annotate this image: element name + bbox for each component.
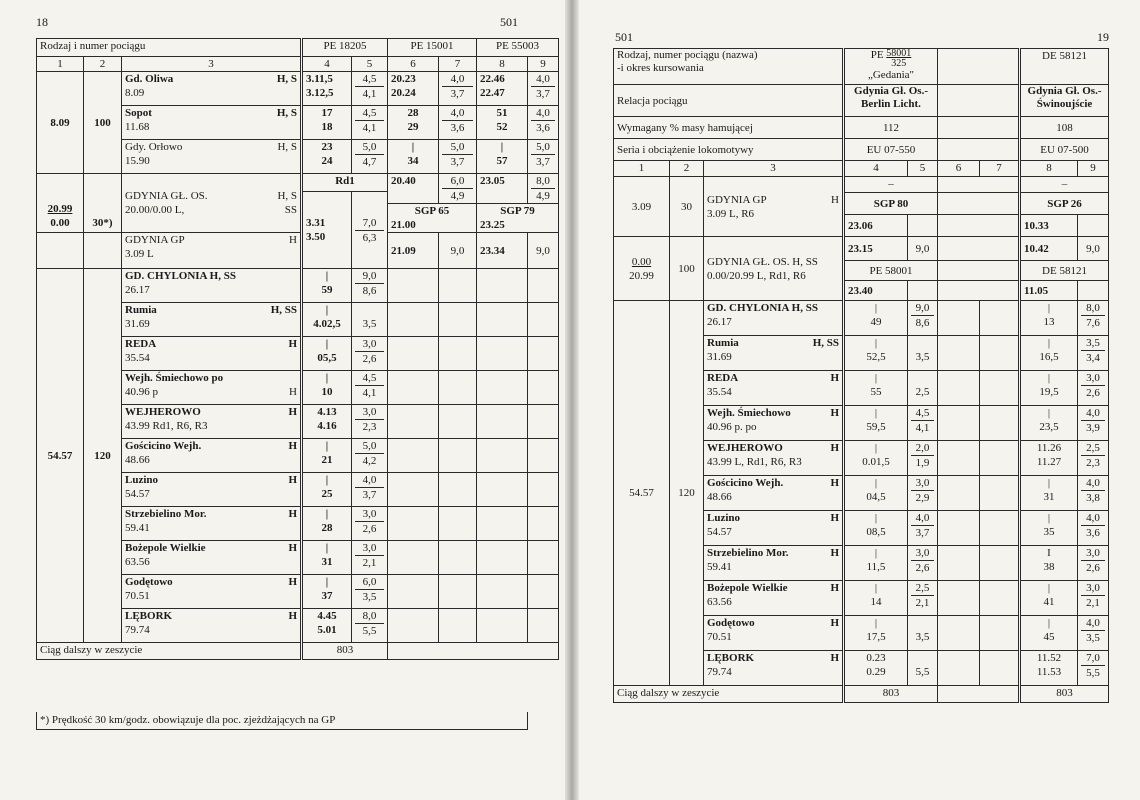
time-cell: | 57 bbox=[477, 140, 528, 174]
footer-label: Ciąg dalszy w zeszycie bbox=[37, 643, 302, 660]
col-number: 6 bbox=[388, 57, 439, 72]
time-cell: | 37 bbox=[302, 575, 352, 609]
speed-frac: 3,0 2,6 bbox=[908, 546, 938, 581]
train-header: DE 58121 bbox=[1020, 49, 1109, 85]
relation-empty bbox=[938, 85, 1020, 117]
station-cell: Strzebielino Mor. H 59.41 bbox=[122, 507, 302, 541]
empty-cell bbox=[528, 609, 559, 643]
empty-cell bbox=[938, 476, 980, 511]
empty-cell bbox=[938, 651, 980, 686]
empty-cell bbox=[439, 405, 477, 439]
empty-cell bbox=[980, 441, 1020, 476]
speed-frac: 9,0 8,6 bbox=[352, 269, 388, 303]
empty-cell bbox=[388, 371, 439, 405]
time-cell: 28 29 bbox=[388, 106, 439, 140]
footnote-box bbox=[36, 712, 528, 730]
empty-cell bbox=[439, 473, 477, 507]
empty-cell bbox=[439, 439, 477, 473]
empty-cell bbox=[439, 541, 477, 575]
col-number: 2 bbox=[84, 57, 122, 72]
brake-empty bbox=[938, 117, 1020, 139]
empty-cell bbox=[980, 581, 1020, 616]
speed-cell: 100 bbox=[84, 72, 122, 174]
col-number: 7 bbox=[980, 161, 1020, 177]
station-cell: Rumia H, SS 31.69 bbox=[704, 336, 844, 371]
left-timetable bbox=[36, 38, 559, 660]
time-cell: | 17,5 bbox=[844, 616, 908, 651]
station-cell: Godętowo H 70.51 bbox=[704, 616, 844, 651]
speed-frac: 4,5 4,1 bbox=[352, 106, 388, 140]
empty-cell bbox=[388, 609, 439, 643]
speed-frac: 4,5 4,1 bbox=[908, 406, 938, 441]
train-header: PE 55003 bbox=[477, 39, 559, 57]
time-cell: | 05,5 bbox=[302, 337, 352, 371]
time-cell: | 55 bbox=[844, 371, 908, 406]
speed-frac: 8,0 5,5 bbox=[352, 609, 388, 643]
col-number: 4 bbox=[302, 57, 352, 72]
train-header: PE 15001 bbox=[388, 39, 477, 57]
train-header: PE 18205 bbox=[302, 39, 388, 57]
time-cell: 11.26 11.27 bbox=[1020, 441, 1078, 476]
col-number: 1 bbox=[614, 161, 670, 177]
sgp-cell: SGP 80 bbox=[844, 193, 938, 215]
empty-cell bbox=[938, 406, 980, 441]
brake-value: 112 bbox=[844, 117, 938, 139]
station-dist: 8.09 bbox=[125, 87, 145, 99]
station-cell: Bożepole Wielkie H 63.56 bbox=[122, 541, 302, 575]
empty-cell bbox=[908, 281, 938, 301]
train-label: PE 58001 bbox=[844, 261, 938, 281]
right-timetable bbox=[613, 48, 1109, 703]
sgp-cell: SGP 65 21.00 bbox=[388, 204, 477, 233]
brake-label: Wymagany % masy hamującej bbox=[614, 117, 844, 139]
train-header: PE $\frac{58001}{325}$ „Gedania" bbox=[844, 49, 938, 85]
station-cell: Wejh. Śmiechowo po 40.96 p H bbox=[122, 371, 302, 405]
col-number: 9 bbox=[1078, 161, 1109, 177]
left-page bbox=[0, 0, 565, 800]
col-number: 8 bbox=[477, 57, 528, 72]
time-cell: 11.52 11.53 bbox=[1020, 651, 1078, 686]
right-page-number: 19 bbox=[1097, 30, 1109, 44]
time-cell: | 04,5 bbox=[844, 476, 908, 511]
time-cell: 23.34 bbox=[477, 233, 528, 269]
empty-cell bbox=[938, 336, 980, 371]
speed-cell: 9,0 bbox=[439, 233, 477, 269]
left-ref-number: 501 bbox=[500, 15, 518, 29]
station-cell: Rumia H, SS 31.69 bbox=[122, 303, 302, 337]
empty-cell bbox=[938, 177, 1020, 193]
dash-cell: – bbox=[844, 177, 938, 193]
speed-frac: 5,0 3,7 bbox=[439, 140, 477, 174]
station-cell: WEJHEROWO H 43.99 Rd1, R6, R3 bbox=[122, 405, 302, 439]
km-cell: 20.99 0.00 bbox=[37, 174, 84, 233]
speed-cell: 30 bbox=[670, 177, 704, 237]
empty-cell bbox=[477, 337, 528, 371]
speed-frac: 4,0 3,7 bbox=[352, 473, 388, 507]
col-number: 9 bbox=[528, 57, 559, 72]
relation-value: Gdynia Gł. Os.- Berlin Licht. bbox=[844, 85, 938, 117]
speed-frac: 4,5 4,1 bbox=[352, 72, 388, 106]
time-cell: | 45 bbox=[1020, 616, 1078, 651]
time-cell: 21.09 bbox=[388, 233, 439, 269]
sgp-cell: SGP 79 23.25 bbox=[477, 204, 559, 233]
time-cell: I 38 bbox=[1020, 546, 1078, 581]
table-row bbox=[614, 301, 1109, 336]
footer-empty bbox=[388, 643, 559, 660]
empty-cell bbox=[388, 507, 439, 541]
empty-cell bbox=[388, 541, 439, 575]
station-cell: REDA H 35.54 bbox=[122, 337, 302, 371]
empty-cell bbox=[938, 193, 1020, 215]
time-cell: | 59 bbox=[302, 269, 352, 303]
col-number: 2 bbox=[670, 161, 704, 177]
col-number: 3 bbox=[122, 57, 302, 72]
col-number: 5 bbox=[352, 57, 388, 72]
time-cell: | 28 bbox=[302, 507, 352, 541]
col-number: 1 bbox=[37, 57, 84, 72]
time-cell: 20.23 20.24 bbox=[388, 72, 439, 106]
speed-frac: 2,5 2,3 bbox=[1078, 441, 1109, 476]
station-cell: Gdy. Orłowo H, S 15.90 bbox=[122, 140, 302, 174]
time-cell: 0.23 0.29 bbox=[844, 651, 908, 686]
station-cell: Luzino H 54.57 bbox=[704, 511, 844, 546]
empty-cell bbox=[439, 575, 477, 609]
station-cell: GDYNIA GŁ. OS. H, SS 0.00/20.99 L, Rd1, R6 bbox=[704, 237, 844, 301]
speed-frac: 4,0 3,7 bbox=[439, 72, 477, 106]
empty-cell bbox=[388, 439, 439, 473]
brake-value: 108 bbox=[1020, 117, 1109, 139]
speed-cell: 100 bbox=[670, 237, 704, 301]
time-cell: | 11,5 bbox=[844, 546, 908, 581]
empty-cell bbox=[938, 616, 980, 651]
col-number: 8 bbox=[1020, 161, 1078, 177]
station-cell: Gościcino Wejh. H 48.66 bbox=[122, 439, 302, 473]
right-ref-number: 501 bbox=[615, 30, 633, 44]
empty-cell bbox=[528, 303, 559, 337]
empty-cell bbox=[938, 546, 980, 581]
time-cell: | 35 bbox=[1020, 511, 1078, 546]
loco-value: EU 07-500 bbox=[1020, 139, 1109, 161]
time-cell: | 34 bbox=[388, 140, 439, 174]
speed-frac: 8,0 7,6 bbox=[1078, 301, 1109, 336]
empty-cell bbox=[938, 371, 980, 406]
empty-cell bbox=[477, 473, 528, 507]
empty-cell bbox=[528, 473, 559, 507]
station-cell: Luzino H 54.57 bbox=[122, 473, 302, 507]
speed-frac: 9,0 8,6 bbox=[908, 301, 938, 336]
speed-frac: 7,0 6,3 bbox=[352, 192, 388, 269]
station-cell: GDYNIA GP H 3.09 L, R6 bbox=[704, 177, 844, 237]
station-cell: Gościcino Wejh. H 48.66 bbox=[704, 476, 844, 511]
speed-frac: 4,0 3,8 bbox=[1078, 476, 1109, 511]
station-cell: Bożepole Wielkie H 63.56 bbox=[704, 581, 844, 616]
footer-value: 803 bbox=[844, 686, 938, 703]
dash-cell: – bbox=[1020, 177, 1109, 193]
speed-frac: 3,0 2,1 bbox=[1078, 581, 1109, 616]
km-cell: 54.57 bbox=[37, 269, 84, 643]
time-cell: | 0.01,5 bbox=[844, 441, 908, 476]
time-cell: | 23,5 bbox=[1020, 406, 1078, 441]
empty-cell bbox=[439, 371, 477, 405]
empty-cell bbox=[980, 371, 1020, 406]
time-cell: 22.46 22.47 bbox=[477, 72, 528, 106]
speed-frac: 3,0 2,3 bbox=[352, 405, 388, 439]
empty-cell bbox=[980, 651, 1020, 686]
station-cell: LĘBORK H 79.74 bbox=[122, 609, 302, 643]
loco-empty bbox=[938, 139, 1020, 161]
speed-frac: 6,0 4,9 bbox=[439, 174, 477, 204]
speed-frac: 5,0 4,7 bbox=[352, 140, 388, 174]
empty-cell bbox=[528, 269, 559, 303]
table-row bbox=[37, 269, 559, 303]
empty-cell bbox=[477, 541, 528, 575]
time-cell: | 52,5 bbox=[844, 336, 908, 371]
empty-cell bbox=[528, 575, 559, 609]
footer-empty bbox=[938, 686, 1020, 703]
speed-frac: 4,0 3,9 bbox=[1078, 406, 1109, 441]
km-cell: 54.57 bbox=[614, 301, 670, 686]
time-cell: 17 18 bbox=[302, 106, 352, 140]
header-train-label: Rodzaj, numer pociągu (nazwa) -i okres kursowania bbox=[614, 49, 844, 85]
empty-cell bbox=[980, 336, 1020, 371]
time-cell: | 08,5 bbox=[844, 511, 908, 546]
train-label: DE 58121 bbox=[1020, 261, 1109, 281]
time-cell: 10.33 bbox=[1020, 215, 1078, 237]
speed-frac: 5,5 bbox=[908, 651, 938, 686]
col-number: 5 bbox=[908, 161, 938, 177]
time-cell: | 4.02,5 bbox=[302, 303, 352, 337]
empty-cell bbox=[388, 473, 439, 507]
time-cell: 4.45 5.01 bbox=[302, 609, 352, 643]
empty-cell bbox=[938, 581, 980, 616]
empty-cell bbox=[938, 237, 1020, 261]
station-name: Gd. Oliwa bbox=[125, 73, 174, 85]
speed-frac: 3,5 bbox=[352, 303, 388, 337]
speed-cell: 120 bbox=[670, 301, 704, 686]
empty-cell bbox=[528, 337, 559, 371]
station-cell: Strzebielino Mor. H 59.41 bbox=[704, 546, 844, 581]
speed-frac: 6,0 3,5 bbox=[352, 575, 388, 609]
time-cell: | 25 bbox=[302, 473, 352, 507]
speed-frac: 5,0 4,2 bbox=[352, 439, 388, 473]
station-cell: GD. CHYLONIA H, SS 26.17 bbox=[704, 301, 844, 336]
relation-value: Gdynia Gł. Os.- Świnoujście bbox=[1020, 85, 1109, 117]
speed-frac: 4,5 4,1 bbox=[352, 371, 388, 405]
col-number: 3 bbox=[704, 161, 844, 177]
speed-frac: 3,0 2,9 bbox=[908, 476, 938, 511]
empty-cell bbox=[938, 215, 1020, 237]
header-train-label: Rodzaj i numer pociągu bbox=[37, 39, 302, 57]
empty-cell bbox=[938, 301, 980, 336]
empty-cell bbox=[477, 405, 528, 439]
speed-frac: 4,0 3,7 bbox=[908, 511, 938, 546]
time-cell: 23.40 bbox=[844, 281, 908, 301]
station-cell: Wejh. Śmiechowo H 40.96 p. po bbox=[704, 406, 844, 441]
speed-frac: 5,0 3,7 bbox=[528, 140, 559, 174]
speed-cell: 30*) bbox=[84, 174, 122, 233]
empty-cell bbox=[938, 281, 1020, 301]
speed-frac: 3,0 2,1 bbox=[352, 541, 388, 575]
empty-cell bbox=[528, 371, 559, 405]
station-cell: Godętowo H 70.51 bbox=[122, 575, 302, 609]
empty-cell bbox=[439, 303, 477, 337]
time-cell: | 19,5 bbox=[1020, 371, 1078, 406]
empty-cell bbox=[980, 616, 1020, 651]
relation-label: Relacja pociągu bbox=[614, 85, 844, 117]
col-number: 6 bbox=[938, 161, 980, 177]
empty-cell bbox=[980, 511, 1020, 546]
km-cell: 8.09 bbox=[37, 72, 84, 174]
left-page-number: 18 bbox=[36, 15, 48, 29]
train-header-empty bbox=[938, 49, 1020, 85]
empty-cell bbox=[388, 303, 439, 337]
empty-cell bbox=[528, 507, 559, 541]
time-cell: | 10 bbox=[302, 371, 352, 405]
time-cell: 10.42 bbox=[1020, 237, 1078, 261]
empty-cell bbox=[980, 301, 1020, 336]
rd1-label: Rd1 bbox=[302, 174, 388, 192]
speed-frac: 4,0 3,6 bbox=[439, 106, 477, 140]
empty-cell bbox=[528, 439, 559, 473]
time-cell: | 59,5 bbox=[844, 406, 908, 441]
empty-cell bbox=[980, 476, 1020, 511]
col-number: 4 bbox=[844, 161, 908, 177]
time-cell: | 13 bbox=[1020, 301, 1078, 336]
empty-cell bbox=[477, 439, 528, 473]
speed-cell: 9,0 bbox=[908, 237, 938, 261]
speed-cell: 120 bbox=[84, 269, 122, 643]
speed-cell bbox=[84, 233, 122, 269]
station-cell: GD. CHYLONIA H, SS 26.17 bbox=[122, 269, 302, 303]
empty-cell bbox=[477, 609, 528, 643]
speed-frac: 3,5 3,4 bbox=[1078, 336, 1109, 371]
time-cell: 23 24 bbox=[302, 140, 352, 174]
book-gutter bbox=[565, 0, 579, 800]
empty-cell bbox=[388, 337, 439, 371]
speed-frac: 3,0 2,6 bbox=[1078, 546, 1109, 581]
empty-cell bbox=[528, 541, 559, 575]
speed-frac: 3,5 bbox=[908, 336, 938, 371]
empty-cell bbox=[439, 269, 477, 303]
speed-cell: 9,0 bbox=[1078, 237, 1109, 261]
empty-cell bbox=[477, 507, 528, 541]
time-cell: 23.06 bbox=[844, 215, 908, 237]
station-cell: REDA H 35.54 bbox=[704, 371, 844, 406]
empty-cell bbox=[528, 405, 559, 439]
table-row bbox=[37, 174, 559, 192]
loco-label: Seria i obciążenie lokomotywy bbox=[614, 139, 844, 161]
time-cell: | 31 bbox=[1020, 476, 1078, 511]
empty-cell bbox=[980, 406, 1020, 441]
table-row bbox=[37, 233, 559, 269]
speed-frac: 3,0 2,6 bbox=[1078, 371, 1109, 406]
time-cell: | 31 bbox=[302, 541, 352, 575]
speed-frac: 3,0 2,6 bbox=[352, 337, 388, 371]
speed-frac: 7,0 5,5 bbox=[1078, 651, 1109, 686]
time-cell: | 41 bbox=[1020, 581, 1078, 616]
time-cell: 23.15 bbox=[844, 237, 908, 261]
time-cell: 51 52 bbox=[477, 106, 528, 140]
footer-label: Ciąg dalszy w zeszycie bbox=[614, 686, 844, 703]
col-number: 7 bbox=[439, 57, 477, 72]
speed-frac: 4,0 3,6 bbox=[528, 106, 559, 140]
station-flags: H, S bbox=[276, 73, 297, 85]
station-cell: GDYNIA GŁ. OS. H, S 20.00/0.00 L, SS bbox=[122, 174, 302, 233]
table-row bbox=[37, 72, 559, 106]
station-cell: LĘBORK H 79.74 bbox=[704, 651, 844, 686]
time-cell: | 14 bbox=[844, 581, 908, 616]
empty-cell bbox=[1078, 215, 1109, 237]
empty-cell bbox=[388, 405, 439, 439]
empty-cell bbox=[1078, 281, 1109, 301]
speed-frac: 2,5 bbox=[908, 371, 938, 406]
km-cell bbox=[37, 233, 84, 269]
station-cell: GDYNIA GP H 3.09 L bbox=[122, 233, 302, 269]
speed-frac: 3,5 bbox=[908, 616, 938, 651]
empty-cell bbox=[439, 507, 477, 541]
empty-cell bbox=[938, 261, 1020, 281]
empty-cell bbox=[477, 303, 528, 337]
time-cell: | 49 bbox=[844, 301, 908, 336]
km-cell: 0.00 20.99 bbox=[614, 237, 670, 301]
empty-cell bbox=[439, 609, 477, 643]
footnote: *) Prędkość 30 km/godz. obowiązuje dla poc. zjeżdżających na GP bbox=[40, 714, 336, 726]
footer-value: 803 bbox=[302, 643, 388, 660]
speed-frac: 8,0 4,9 bbox=[528, 174, 559, 204]
station-cell: WEJHEROWO H 43.99 L, Rd1, R6, R3 bbox=[704, 441, 844, 476]
empty-cell bbox=[980, 546, 1020, 581]
speed-frac: 3,0 2,6 bbox=[352, 507, 388, 541]
station-cell: Sopot H, S 11.68 bbox=[122, 106, 302, 140]
footer-value: 803 bbox=[1020, 686, 1109, 703]
empty-cell bbox=[388, 269, 439, 303]
km-cell: 3.09 bbox=[614, 177, 670, 237]
time-cell: 20.40 bbox=[388, 174, 439, 204]
empty-cell bbox=[938, 511, 980, 546]
right-page bbox=[579, 0, 1140, 800]
empty-cell bbox=[388, 575, 439, 609]
time-cell: 3.11,5 3.12,5 bbox=[302, 72, 352, 106]
time-cell: 4.13 4.16 bbox=[302, 405, 352, 439]
speed-frac: 2,5 2,1 bbox=[908, 581, 938, 616]
speed-frac: 2,0 1,9 bbox=[908, 441, 938, 476]
speed-frac: 4,0 3,7 bbox=[528, 72, 559, 106]
station-cell bbox=[122, 72, 302, 106]
time-cell: 3.31 3.50 bbox=[302, 192, 352, 269]
sgp-cell: SGP 26 bbox=[1020, 193, 1109, 215]
loco-value: EU 07-550 bbox=[844, 139, 938, 161]
time-cell: | 16,5 bbox=[1020, 336, 1078, 371]
empty-cell bbox=[477, 269, 528, 303]
empty-cell bbox=[439, 337, 477, 371]
speed-cell: 9,0 bbox=[528, 233, 559, 269]
speed-frac: 4,0 3,6 bbox=[1078, 511, 1109, 546]
empty-cell bbox=[477, 371, 528, 405]
time-cell: | 21 bbox=[302, 439, 352, 473]
time-cell: 23.05 bbox=[477, 174, 528, 204]
speed-frac: 4,0 3,5 bbox=[1078, 616, 1109, 651]
empty-cell bbox=[477, 575, 528, 609]
time-cell: 11.05 bbox=[1020, 281, 1078, 301]
empty-cell bbox=[908, 215, 938, 237]
empty-cell bbox=[938, 441, 980, 476]
